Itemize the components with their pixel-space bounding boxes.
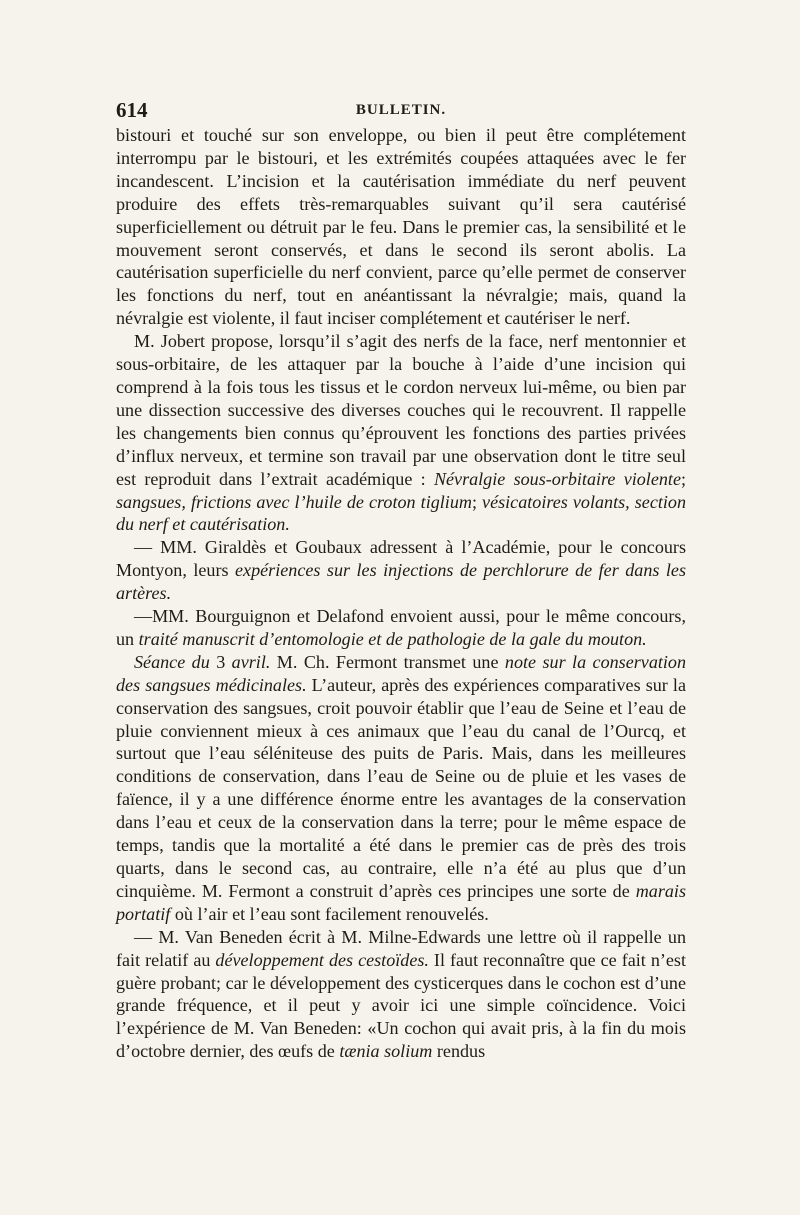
italic-run: avril. (231, 651, 271, 672)
italic-run: Névralgie sous-orbitaire violente (433, 468, 681, 489)
italic-run: tænia solium (339, 1041, 433, 1062)
text-run: M. Jobert propose, lorsqu’il s’agit des nerfs de la face, nerf mentonnier et sous-orbitaire, de les attaquer par la bouche à l’aide d’une incision qui comprend à la fois tous les tissus et le cordon nerveux lui-même, ou bien par une dissection successive des diverses couches qui le recouvrent. Il rappelle les changements bien connus qu’éprouvent les fonctions des parties privées d’influx nerveux, et termine son travail par une observation dont le titre seul est reproduit dans l’extrait académique : (116, 331, 686, 489)
italic-run: expériences sur les injections de perchlorure de fer dans les artères. (116, 560, 687, 604)
italic-run: sangsues, frictions avec l’huile de croton tiglium (116, 491, 472, 512)
paragraph-2 (116, 330, 686, 536)
italic-run: marais portatif (116, 880, 686, 924)
italic-run: traité manuscrit d’entomologie et de pathologie de la gale du mouton. (138, 628, 647, 649)
document-page (116, 96, 686, 1063)
paragraph-3 (116, 536, 686, 605)
paragraph-1 (116, 124, 686, 330)
text-run: ; (680, 468, 687, 489)
italic-run: note sur la conservation des sangsues médicinales. (116, 651, 687, 695)
text-run: où l’air et l’eau sont facilement renouvelés. (170, 903, 489, 924)
text-run: rendus (432, 1041, 486, 1062)
text-run: —MM. Bourguignon et Delafond envoient aussi, pour le même concours, un (116, 606, 686, 649)
text-run: 3 (209, 651, 232, 672)
text-run: M. Ch. Fermont transmet une (270, 651, 505, 672)
running-title: BULLETIN. (355, 102, 447, 118)
italic-run: développement des cestoïdes. (215, 949, 429, 970)
italic-run: vésicatoires volants, section du nerf et cautérisation. (116, 491, 686, 535)
paragraph-5 (116, 651, 686, 926)
italic-run: Séance du (134, 651, 210, 672)
text-run: ; (471, 491, 483, 512)
page-number: 614 (116, 98, 148, 122)
text-run: bistouri et touché sur son enveloppe, ou bien il peut être complétement interrompu par le bistouri, et les extrémités coupées attaquées avec le fer incandescent. L’incision et la cautérisation immédiate du nerf peuvent produire des effets très-remarquables suivant qu’il sera cautérisé superficiellement ou détruit par le feu. Dans le premier cas, la sensibilité et le mouvement seront conservés, et dans le second ils seront abolis. La cautérisation superficielle du nerf convient, parce qu’elle permet de conserver les fonctions du nerf, tout en anéantissant la névralgie; mais, quand la névralgie est violente, il faut inciser complétement et cautériser le nerf. (116, 125, 686, 329)
paragraph-4 (116, 605, 686, 651)
text-run: L’auteur, après des expériences comparatives sur la conservation des sangsues, croit pouvoir établir que l’eau de Seine et l’eau de pluie conviennent mieux à ces animaux que l’eau du canal de l’Ourcq, et surtout que l’eau séléniteuse des puits de Paris. Mais, dans les meilleures conditions de conservation, dans l’eau de Seine ou de pluie et les vases de faïence, il y a une différence énorme entre les avantages de la conservation dans l’eau et ceux de la conservation dans la terre; pour le même espace de temps, tandis que la mortalité a été dans le premier cas de près des trois quarts, dans le second cas, au contraire, elle n’a été au plus que d’un cinquième. M. Fermont a construit d’après ces principes une sorte de (116, 674, 686, 901)
page-header (116, 96, 686, 124)
text-run: — MM. Giraldès et Goubaux adressent à l’Académie, pour le concours Montyon, leurs (116, 537, 686, 581)
paragraph-6 (116, 926, 686, 1063)
text-run: Il faut reconnaître que ce fait n’est guère probant; car le développement des cysticerques dans le cochon est d’une grande fréquence, et il peut y avoir ici une simple coïncidence. Voici l’expérience de M. Van Beneden: «Un cochon qui avait pris, à la fin du mois d’octobre dernier, des œufs de (116, 949, 687, 1062)
text-run: — M. Van Beneden écrit à M. Milne-Edwards une lettre où il rappelle un fait relatif au (116, 926, 686, 970)
body-text (116, 124, 686, 1063)
